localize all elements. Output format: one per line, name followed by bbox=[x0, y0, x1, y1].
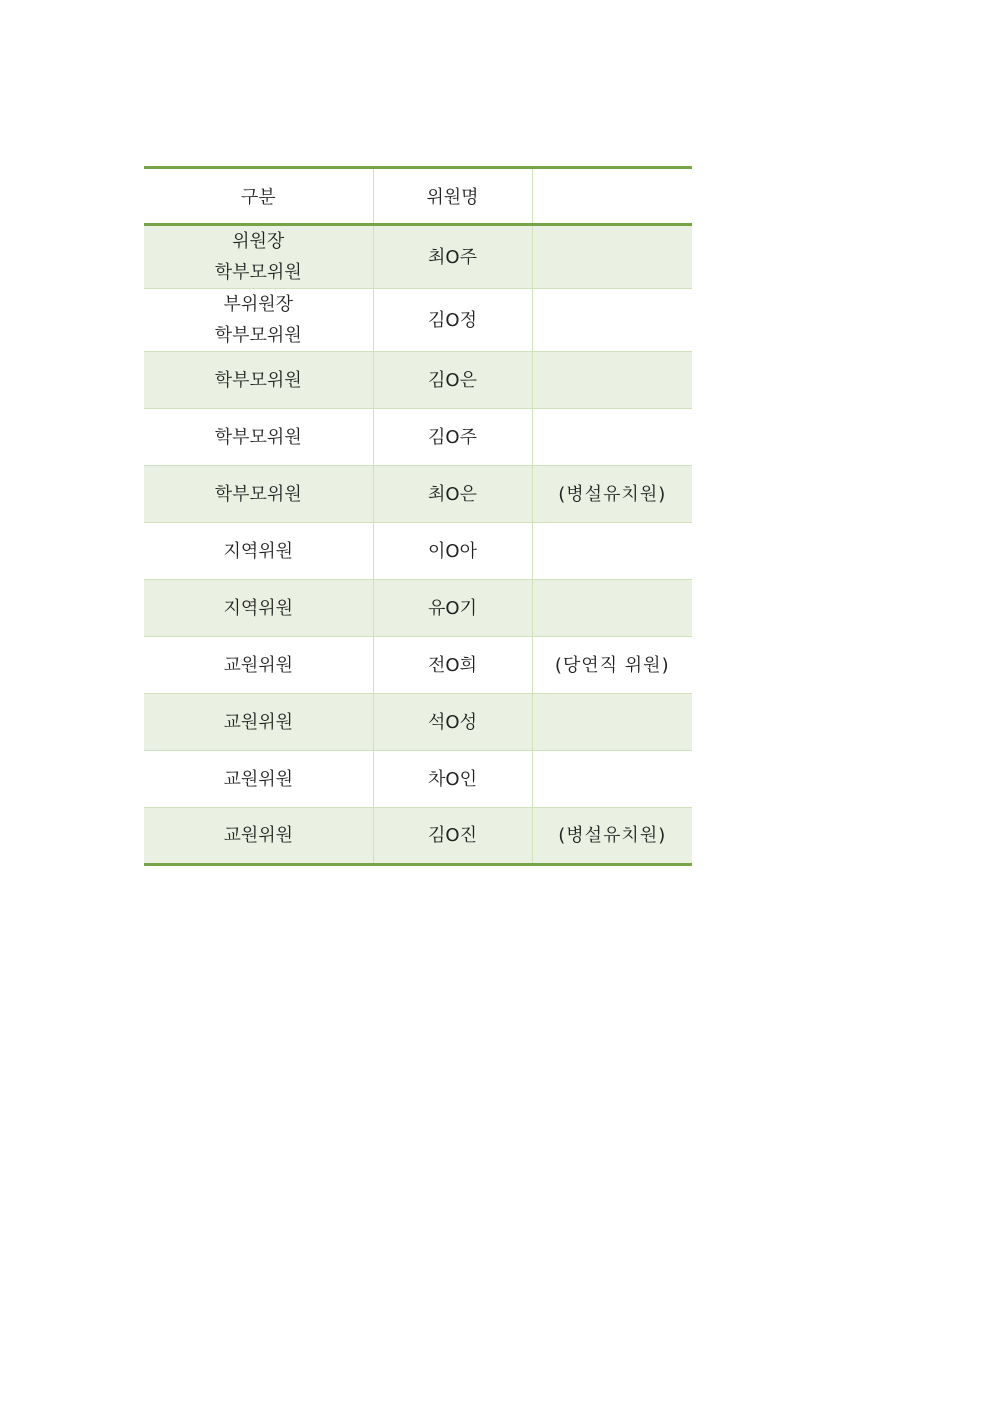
committee-table bbox=[144, 166, 692, 866]
table-row bbox=[144, 466, 692, 523]
header-note bbox=[532, 168, 692, 225]
note-cell: (병설유치원) bbox=[532, 808, 692, 865]
header-row bbox=[144, 168, 692, 225]
category-line: 학부모위원 bbox=[214, 325, 302, 346]
note-cell: (당연직 위원) bbox=[532, 637, 692, 694]
header-name: 위원명 bbox=[373, 168, 532, 225]
category-cell bbox=[144, 289, 373, 352]
table-row bbox=[144, 225, 692, 289]
member-name-cell: 김O주 bbox=[373, 409, 532, 466]
member-name-cell: 김O은 bbox=[373, 352, 532, 409]
category-cell: 학부모위원 bbox=[144, 466, 373, 523]
table-row bbox=[144, 289, 692, 352]
member-name-cell: 유O기 bbox=[373, 580, 532, 637]
category-cell: 지역위원 bbox=[144, 523, 373, 580]
category-line: 부위원장 bbox=[223, 294, 294, 315]
member-name-cell: 이O아 bbox=[373, 523, 532, 580]
note-cell: (병설유치원) bbox=[532, 466, 692, 523]
member-name-cell: 석O성 bbox=[373, 694, 532, 751]
table-row bbox=[144, 352, 692, 409]
table-row bbox=[144, 580, 692, 637]
table-row bbox=[144, 409, 692, 466]
table-row bbox=[144, 523, 692, 580]
member-name-cell: 김O진 bbox=[373, 808, 532, 865]
category-line: 학부모위원 bbox=[214, 262, 302, 283]
member-name-cell: 최O은 bbox=[373, 466, 532, 523]
table-row bbox=[144, 694, 692, 751]
member-name-cell: 김O정 bbox=[373, 289, 532, 352]
note-cell bbox=[532, 751, 692, 808]
category-cell: 교원위원 bbox=[144, 637, 373, 694]
member-name-cell: 차O인 bbox=[373, 751, 532, 808]
category-cell: 학부모위원 bbox=[144, 352, 373, 409]
table-row bbox=[144, 751, 692, 808]
header-category: 구분 bbox=[144, 168, 373, 225]
note-cell bbox=[532, 225, 692, 289]
member-name-cell: 최O주 bbox=[373, 225, 532, 289]
note-cell bbox=[532, 523, 692, 580]
category-cell: 학부모위원 bbox=[144, 409, 373, 466]
category-cell: 교원위원 bbox=[144, 694, 373, 751]
table-row bbox=[144, 637, 692, 694]
category-line: 위원장 bbox=[232, 231, 285, 252]
note-cell bbox=[532, 409, 692, 466]
note-cell bbox=[532, 694, 692, 751]
note-cell bbox=[532, 580, 692, 637]
note-cell bbox=[532, 289, 692, 352]
category-cell bbox=[144, 225, 373, 289]
category-cell: 교원위원 bbox=[144, 808, 373, 865]
member-name-cell: 전O희 bbox=[373, 637, 532, 694]
note-cell bbox=[532, 352, 692, 409]
category-cell: 교원위원 bbox=[144, 751, 373, 808]
category-cell: 지역위원 bbox=[144, 580, 373, 637]
table-row bbox=[144, 808, 692, 865]
